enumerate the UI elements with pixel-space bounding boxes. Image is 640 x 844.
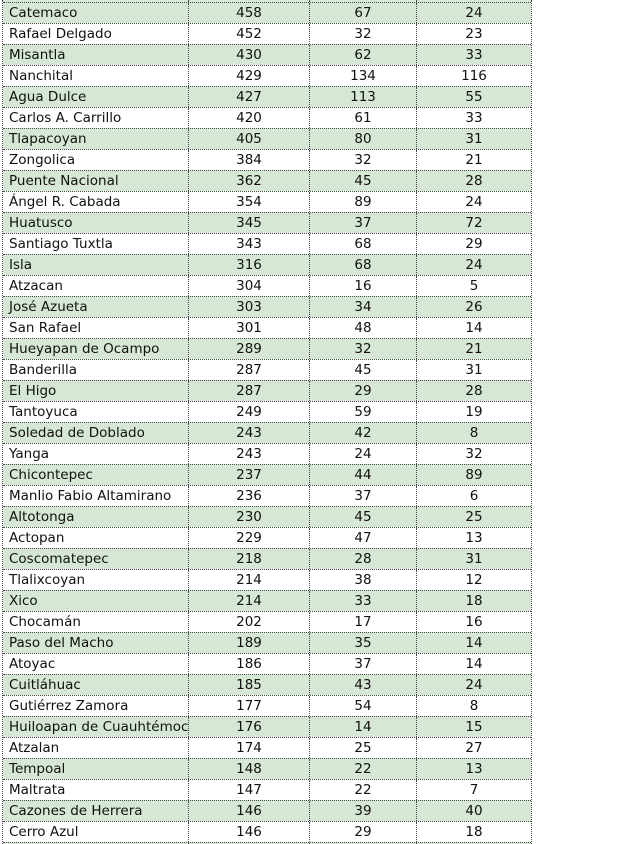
- municipality-cell: Tantoyuca: [9, 404, 78, 420]
- value-cell-3: 25: [416, 507, 531, 527]
- value-cell-1: 287: [188, 381, 309, 401]
- value-cell-1: 316: [188, 255, 309, 275]
- value-cell-3: 8: [416, 423, 531, 443]
- municipality-cell: Atzacan: [9, 278, 63, 294]
- table-row: [3, 506, 531, 527]
- value-cell-1: 289: [188, 339, 309, 359]
- table-row: [3, 401, 531, 422]
- municipality-cell: Cuitláhuac: [9, 677, 81, 693]
- value-cell-3: 24: [416, 255, 531, 275]
- table-row: [3, 380, 531, 401]
- value-cell-2: 35: [309, 633, 416, 653]
- municipality-cell: Yanga: [9, 446, 50, 462]
- value-cell-1: 384: [188, 150, 309, 170]
- table-row: [3, 548, 531, 569]
- value-cell-1: 343: [188, 234, 309, 254]
- municipality-cell: Tlapacoyan: [9, 131, 87, 147]
- table-row: [3, 737, 531, 758]
- municipality-cell: Maltrata: [9, 782, 66, 798]
- value-cell-3: 29: [416, 234, 531, 254]
- value-cell-2: 32: [309, 24, 416, 44]
- municipality-cell: Carlos A. Carrillo: [9, 110, 122, 126]
- value-cell-2: 68: [309, 234, 416, 254]
- value-cell-2: 67: [309, 3, 416, 23]
- municipality-cell: Atzalan: [9, 740, 60, 756]
- value-cell-3: 72: [416, 213, 531, 233]
- table-row: [3, 485, 531, 506]
- value-cell-1: 287: [188, 360, 309, 380]
- value-cell-1: 243: [188, 444, 309, 464]
- value-cell-3: 24: [416, 3, 531, 23]
- value-cell-2: 22: [309, 759, 416, 779]
- municipality-cell: Banderilla: [9, 362, 78, 378]
- value-cell-3: 89: [416, 465, 531, 485]
- value-cell-3: 14: [416, 633, 531, 653]
- value-cell-3: 15: [416, 717, 531, 737]
- value-cell-1: 303: [188, 297, 309, 317]
- value-cell-3: 19: [416, 402, 531, 422]
- value-cell-2: 37: [309, 213, 416, 233]
- value-cell-1: 186: [188, 654, 309, 674]
- municipality-cell: José Azueta: [9, 299, 88, 315]
- value-cell-3: 14: [416, 654, 531, 674]
- value-cell-3: 7: [416, 780, 531, 800]
- table-row: [3, 758, 531, 779]
- value-cell-2: 80: [309, 129, 416, 149]
- municipality-cell: Soledad de Doblado: [9, 425, 145, 441]
- municipality-cell: Catemaco: [9, 5, 78, 21]
- municipality-cell: Cazones de Herrera: [9, 803, 143, 819]
- municipality-cell: Tlalixcoyan: [9, 572, 86, 588]
- table-row: [3, 191, 531, 212]
- value-cell-2: 89: [309, 192, 416, 212]
- municipality-cell: Rafael Delgado: [9, 26, 112, 42]
- value-cell-2: 61: [309, 108, 416, 128]
- value-cell-2: 48: [309, 318, 416, 338]
- value-cell-3: 32: [416, 444, 531, 464]
- value-cell-2: 25: [309, 738, 416, 758]
- value-cell-2: 44: [309, 465, 416, 485]
- table-row: [3, 149, 531, 170]
- municipality-cell: San Rafael: [9, 320, 82, 336]
- table-row: [3, 44, 531, 65]
- table-row: [3, 23, 531, 44]
- table-row: [3, 65, 531, 86]
- municipality-cell: Puente Nacional: [9, 173, 119, 189]
- value-cell-1: 420: [188, 108, 309, 128]
- table-row: [3, 317, 531, 338]
- table-row: [3, 422, 531, 443]
- municipality-cell: Chocamán: [9, 614, 81, 630]
- municipality-cell: Huatusco: [9, 215, 73, 231]
- value-cell-2: 45: [309, 360, 416, 380]
- value-cell-1: 458: [188, 3, 309, 23]
- table-row: [3, 590, 531, 611]
- value-cell-1: 243: [188, 423, 309, 443]
- value-cell-1: 354: [188, 192, 309, 212]
- value-cell-2: 43: [309, 675, 416, 695]
- table-row: [3, 296, 531, 317]
- value-cell-3: 27: [416, 738, 531, 758]
- value-cell-3: 6: [416, 486, 531, 506]
- value-cell-3: 55: [416, 87, 531, 107]
- table-row: [3, 128, 531, 149]
- value-cell-2: 32: [309, 150, 416, 170]
- table-row: [3, 254, 531, 275]
- value-cell-2: 34: [309, 297, 416, 317]
- value-cell-1: 214: [188, 570, 309, 590]
- table-row: [3, 632, 531, 653]
- municipality-cell: Isla: [9, 257, 33, 273]
- data-table: [2, 0, 532, 844]
- municipality-cell: Agua Dulce: [9, 89, 87, 105]
- value-cell-2: 22: [309, 780, 416, 800]
- value-cell-1: 189: [188, 633, 309, 653]
- table-row: [3, 86, 531, 107]
- table-row: [3, 569, 531, 590]
- table-row: [3, 527, 531, 548]
- value-cell-2: 16: [309, 276, 416, 296]
- value-cell-2: 68: [309, 255, 416, 275]
- value-cell-3: 21: [416, 150, 531, 170]
- value-cell-2: 37: [309, 654, 416, 674]
- value-cell-2: 38: [309, 570, 416, 590]
- municipality-cell: Ángel R. Cabada: [9, 194, 121, 210]
- value-cell-3: 24: [416, 192, 531, 212]
- value-cell-3: 18: [416, 822, 531, 842]
- value-cell-2: 47: [309, 528, 416, 548]
- value-cell-2: 28: [309, 549, 416, 569]
- municipality-cell: Nanchital: [9, 68, 73, 84]
- table-row: [3, 338, 531, 359]
- value-cell-3: 8: [416, 696, 531, 716]
- value-cell-2: 45: [309, 507, 416, 527]
- value-cell-3: 13: [416, 528, 531, 548]
- value-cell-1: 304: [188, 276, 309, 296]
- value-cell-1: 345: [188, 213, 309, 233]
- table-row: [3, 611, 531, 632]
- value-cell-1: 146: [188, 801, 309, 821]
- value-cell-2: 17: [309, 612, 416, 632]
- value-cell-3: 31: [416, 360, 531, 380]
- table-row: [3, 107, 531, 128]
- table-row: [3, 2, 531, 23]
- municipality-cell: Actopan: [9, 530, 65, 546]
- value-cell-2: 24: [309, 444, 416, 464]
- value-cell-3: 14: [416, 318, 531, 338]
- value-cell-3: 16: [416, 612, 531, 632]
- value-cell-1: 237: [188, 465, 309, 485]
- table-row: [3, 170, 531, 191]
- value-cell-2: 33: [309, 591, 416, 611]
- value-cell-1: 218: [188, 549, 309, 569]
- value-cell-1: 405: [188, 129, 309, 149]
- value-cell-2: 37: [309, 486, 416, 506]
- value-cell-1: 452: [188, 24, 309, 44]
- table-row: [3, 233, 531, 254]
- table-row: [3, 464, 531, 485]
- value-cell-3: 31: [416, 549, 531, 569]
- value-cell-1: 147: [188, 780, 309, 800]
- value-cell-3: 33: [416, 108, 531, 128]
- value-cell-2: 14: [309, 717, 416, 737]
- municipality-cell: Altotonga: [9, 509, 75, 525]
- value-cell-1: 214: [188, 591, 309, 611]
- table-row: [3, 779, 531, 800]
- municipality-cell: Huiloapan de Cuauhtémoc: [9, 719, 188, 735]
- value-cell-3: 23: [416, 24, 531, 44]
- value-cell-2: 113: [309, 87, 416, 107]
- value-cell-2: 45: [309, 171, 416, 191]
- value-cell-1: 229: [188, 528, 309, 548]
- value-cell-2: 29: [309, 381, 416, 401]
- value-cell-3: 5: [416, 276, 531, 296]
- value-cell-1: 430: [188, 45, 309, 65]
- value-cell-3: 18: [416, 591, 531, 611]
- value-cell-1: 230: [188, 507, 309, 527]
- municipality-cell: Coscomatepec: [9, 551, 109, 567]
- municipality-cell: Chicontepec: [9, 467, 93, 483]
- value-cell-1: 202: [188, 612, 309, 632]
- value-cell-3: 28: [416, 381, 531, 401]
- municipality-cell: El Higo: [9, 383, 57, 399]
- table-row: [3, 212, 531, 233]
- municipality-cell: Zongolica: [9, 152, 76, 168]
- value-cell-3: 116: [416, 66, 531, 86]
- table-row: [3, 653, 531, 674]
- table-row: [3, 359, 531, 380]
- table-row: [3, 821, 531, 842]
- value-cell-3: 28: [416, 171, 531, 191]
- table-row: [3, 443, 531, 464]
- table-row: [3, 695, 531, 716]
- value-cell-1: 185: [188, 675, 309, 695]
- value-cell-1: 249: [188, 402, 309, 422]
- value-cell-1: 362: [188, 171, 309, 191]
- value-cell-1: 236: [188, 486, 309, 506]
- value-cell-1: 148: [188, 759, 309, 779]
- municipality-cell: Xico: [9, 593, 38, 609]
- value-cell-2: 62: [309, 45, 416, 65]
- value-cell-1: 146: [188, 822, 309, 842]
- value-cell-2: 32: [309, 339, 416, 359]
- value-cell-2: 42: [309, 423, 416, 443]
- municipality-cell: Gutiérrez Zamora: [9, 698, 129, 714]
- value-cell-2: 29: [309, 822, 416, 842]
- table-row: [3, 674, 531, 695]
- municipality-cell: Misantla: [9, 47, 66, 63]
- municipality-cell: Tempoal: [9, 761, 66, 777]
- value-cell-3: 33: [416, 45, 531, 65]
- table-row: [3, 716, 531, 737]
- value-cell-1: 301: [188, 318, 309, 338]
- value-cell-3: 13: [416, 759, 531, 779]
- municipality-cell: Paso del Macho: [9, 635, 114, 651]
- municipality-cell: Atoyac: [9, 656, 56, 672]
- table-row: [3, 800, 531, 821]
- value-cell-1: 176: [188, 717, 309, 737]
- value-cell-3: 12: [416, 570, 531, 590]
- value-cell-1: 177: [188, 696, 309, 716]
- value-cell-1: 427: [188, 87, 309, 107]
- value-cell-3: 21: [416, 339, 531, 359]
- value-cell-2: 134: [309, 66, 416, 86]
- value-cell-3: 40: [416, 801, 531, 821]
- municipality-cell: Cerro Azul: [9, 824, 79, 840]
- value-cell-2: 39: [309, 801, 416, 821]
- municipality-cell: Hueyapan de Ocampo: [9, 341, 160, 357]
- value-cell-1: 174: [188, 738, 309, 758]
- value-cell-2: 54: [309, 696, 416, 716]
- municipality-cell: Santiago Tuxtla: [9, 236, 113, 252]
- table-row: [3, 275, 531, 296]
- value-cell-2: 59: [309, 402, 416, 422]
- value-cell-3: 26: [416, 297, 531, 317]
- value-cell-3: 31: [416, 129, 531, 149]
- value-cell-3: 24: [416, 675, 531, 695]
- value-cell-1: 429: [188, 66, 309, 86]
- municipality-cell: Manlio Fabio Altamirano: [9, 488, 172, 504]
